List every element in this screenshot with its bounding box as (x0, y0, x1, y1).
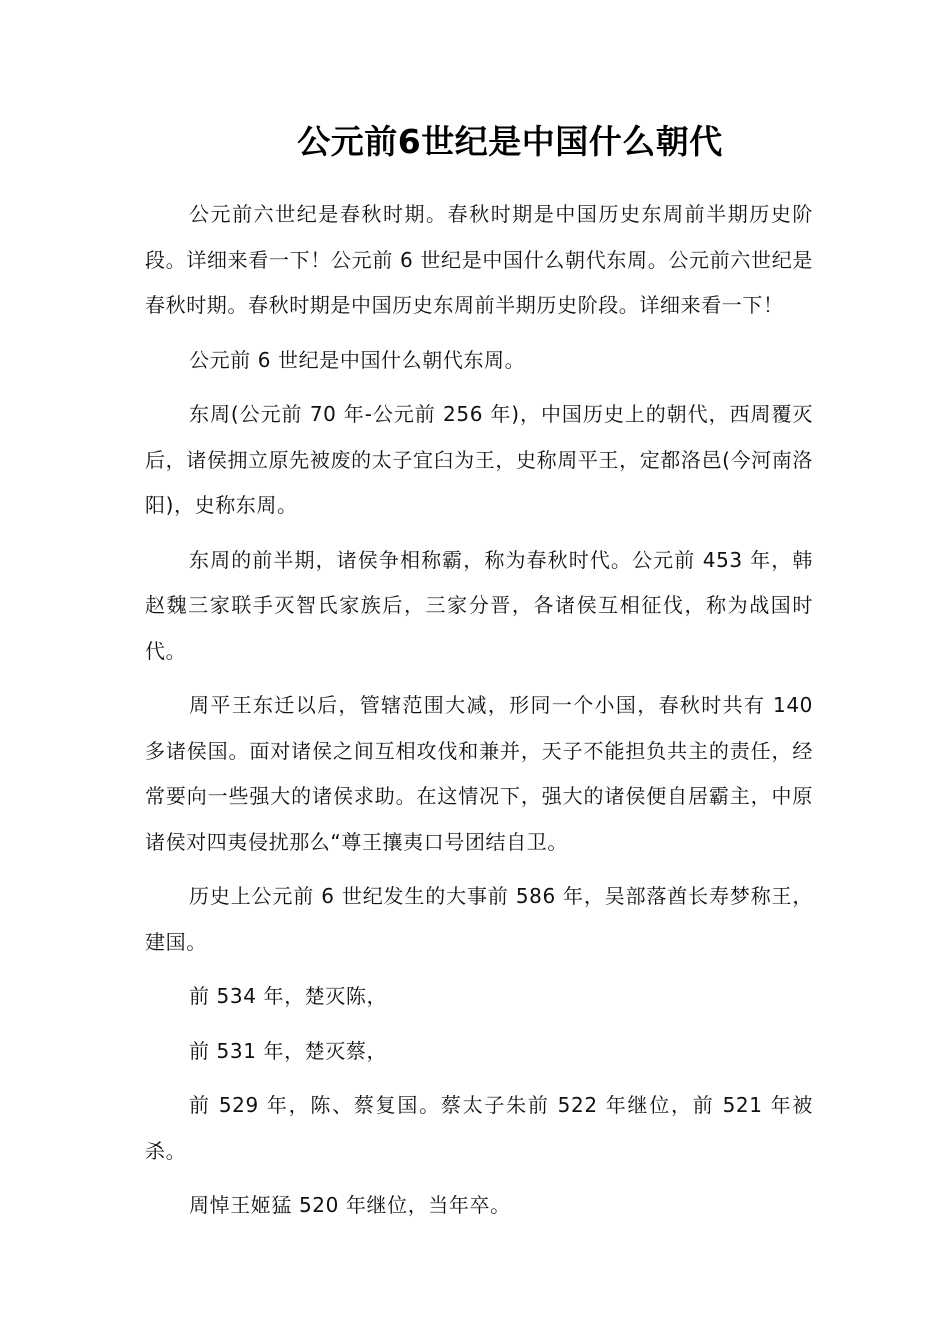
document-title: 公元前6世纪是中国什么朝代 (297, 122, 723, 161)
paragraph: 公元前六世纪是春秋时期。春秋时期是中国历史东周前半期历史阶段。详细来看一下！公元前 6 世纪是中国什么朝代东周。公元前六世纪是春秋时期。春秋时期是中国历史东周前半期历史阶段。详细来看一下！ (145, 202, 813, 317)
paragraph: 东周(公元前 70 年-公元前 256 年)，中国历史上的朝代，西周覆灭后，诸侯拥立原先被废的太子宜臼为王，史称周平王，定都洛邑(今河南洛阳)，史称东周。 (145, 402, 813, 517)
paragraph: 前 534 年，楚灭陈， (189, 984, 388, 1008)
paragraph: 前 531 年，楚灭蔡， (189, 1038, 388, 1063)
paragraph: 历史上公元前 6 世纪发生的大事前 586 年，吴部落酋长寿梦称王，建国。 (145, 884, 813, 954)
paragraph: 周平王东迁以后，管辖范围大减，形同一个小国，春秋时共有 140 多诸侯国。面对诸侯之间互相攻伐和兼并，天子不能担负共主的责任，经常要向一些强大的诸侯求助。在这情况下，强大的诸侯便自居霸主，中原诸侯对四夷侵扰那么“尊王攘夷口号团结自卫。 (145, 693, 813, 854)
paragraph: 东周的前半期，诸侯争相称霸，称为春秋时代。公元前 453 年，韩赵魏三家联手灭智氏家族后，三家分晋，各诸侯互相征伐，称为战国时代。 (145, 547, 813, 663)
paragraph: 公元前 6 世纪是中国什么朝代东周。 (189, 347, 526, 372)
paragraph: 周悼王姬猛 520 年继位，当年卒。 (189, 1193, 511, 1217)
paragraph: 前 529 年，陈、蔡复国。蔡太子朱前 522 年继位，前 521 年被杀。 (145, 1093, 813, 1163)
document-body (145, 192, 813, 1238)
